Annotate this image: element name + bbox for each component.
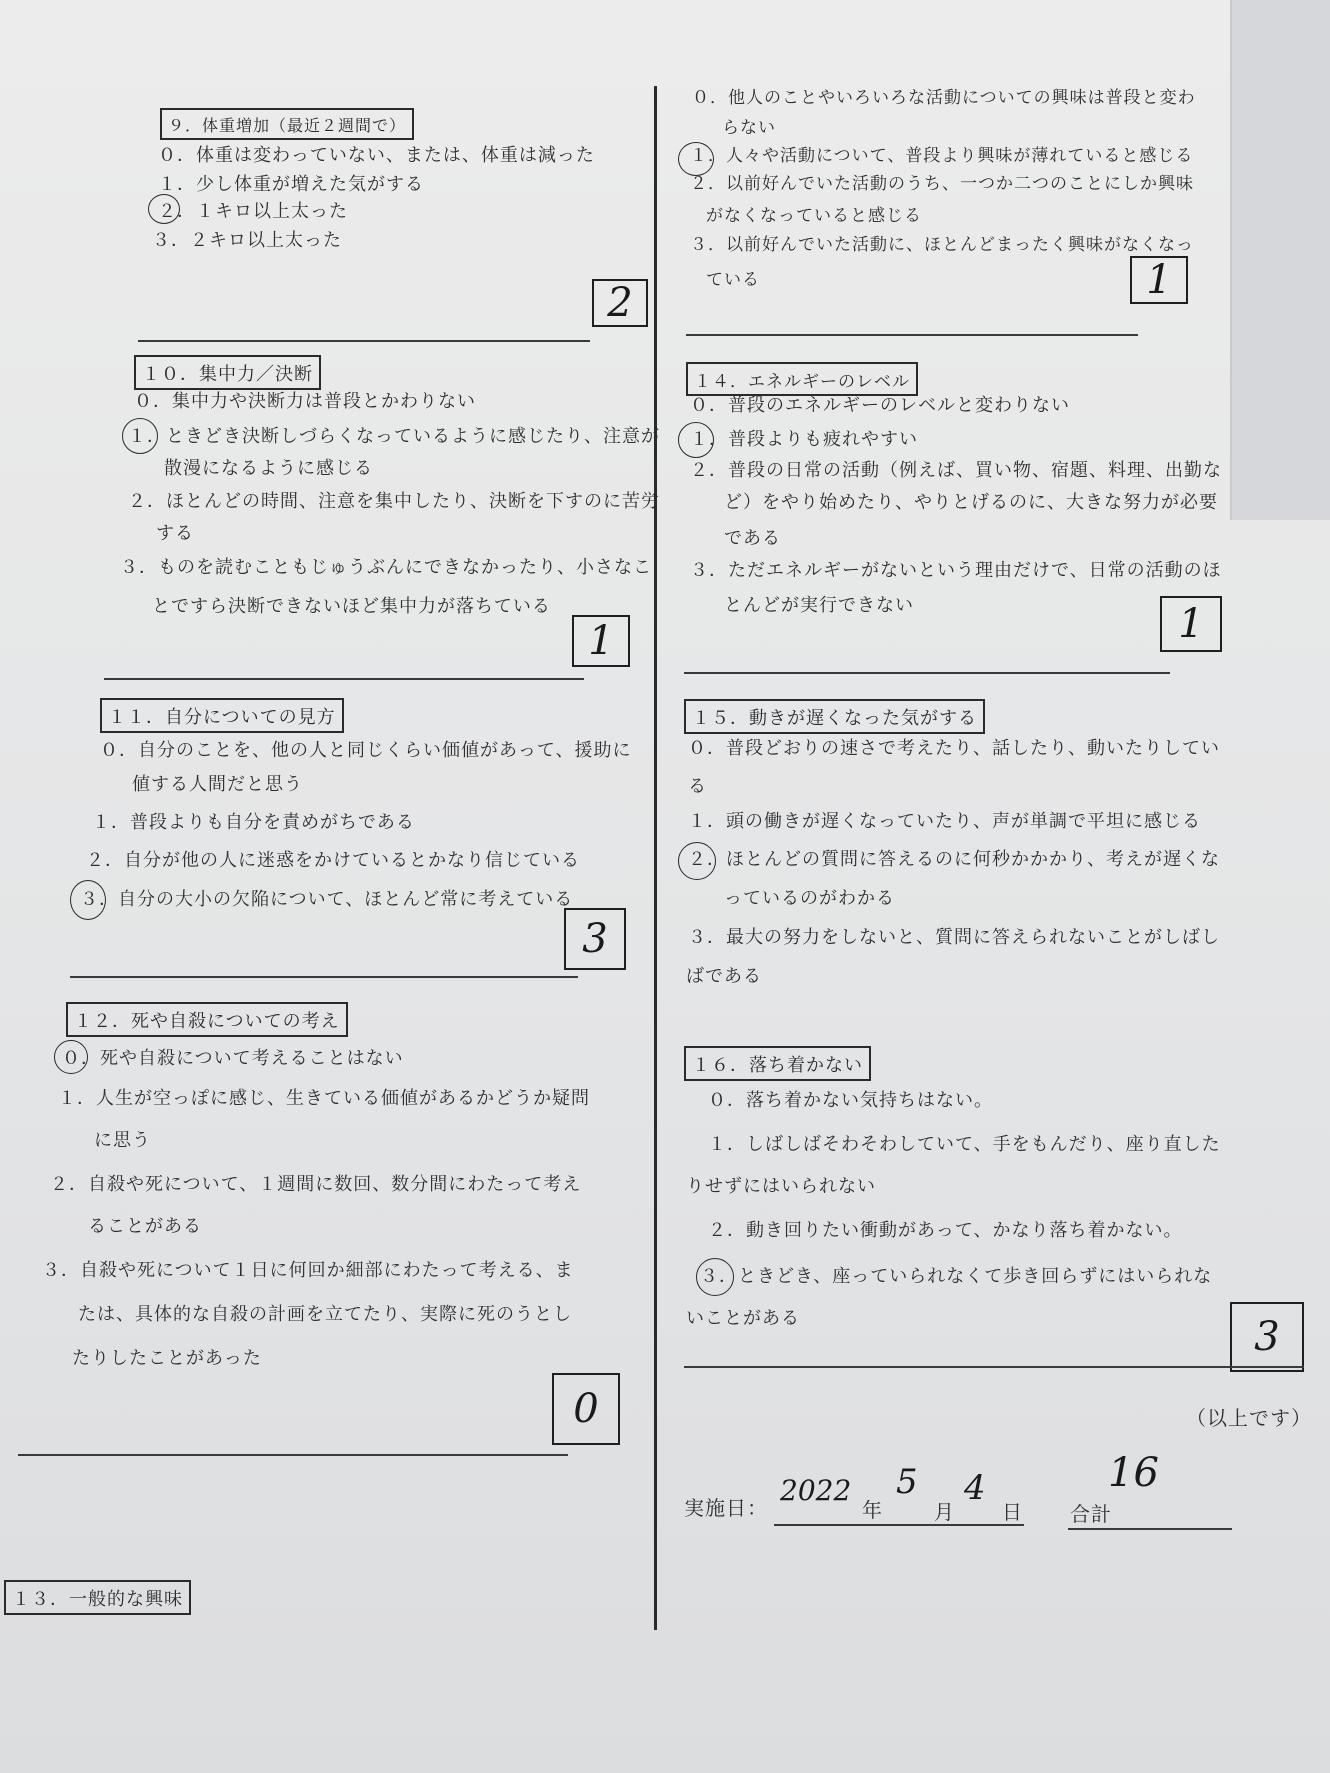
s13-line-0: ０．他人のことやいろいろな活動についての興味は普段と変わ — [692, 88, 1196, 108]
end-note: （以上です） — [1186, 1406, 1312, 1430]
s15-line-3: ２．ほとんどの質問に答えるのに何秒かかかり、考えが遅くな — [688, 849, 1220, 870]
s11-line-0: ０．自分のことを、他の人と同じくらい価値があって、援助に — [100, 740, 632, 761]
s9-separator — [138, 340, 590, 342]
date-month: 5 — [896, 1462, 918, 1502]
s12-line-2: に思う — [94, 1130, 151, 1151]
date-year-unit: 年 — [862, 1498, 883, 1522]
section-9-title: ９．体重増加（最近２週間で） — [160, 108, 414, 140]
s12-score-box: 0 — [552, 1373, 620, 1445]
s12-line-1: １．人生が空っぽに感じ、生きている価値があるかどうか疑問 — [58, 1088, 590, 1109]
s11-line-1: 値する人間だと思う — [132, 774, 303, 795]
date-day-unit: 日 — [1002, 1500, 1023, 1524]
s16-line-5: いことがある — [686, 1308, 800, 1329]
s9-option-1: １．少し体重が増えた気がする — [158, 174, 424, 195]
s12-line-7: たりしたことがあった — [72, 1348, 262, 1369]
section-13-title: １３．一般的な興味 — [4, 1580, 191, 1615]
date-year: 2022 — [780, 1474, 852, 1507]
s15-selected-circle — [678, 842, 716, 880]
s9-score-box: 2 — [592, 279, 648, 327]
s9-option-2: ２．１キロ以上太った — [158, 201, 348, 222]
s14-score-box: 1 — [1160, 596, 1222, 652]
s14-line-3: ど）をやり始めたり、やりとげるのに、大きな努力が必要 — [724, 492, 1218, 513]
s14-line-0: ０．普段のエネルギーのレベルと変わりない — [690, 395, 1070, 416]
s11-line-2: １．普段よりも自分を責めがちである — [92, 812, 415, 833]
s16-score-box: 3 — [1230, 1302, 1304, 1372]
s14-line-2: ２．普段の日常の活動（例えば、買い物、宿題、料理、出勤な — [690, 460, 1222, 481]
s10-line-3: ２．ほとんどの時間、注意を集中したり、決断を下すのに苦労 — [128, 491, 660, 512]
date-underline — [774, 1524, 1024, 1526]
s9-option-0: ０．体重は変わっていない、または、体重は減った — [158, 145, 595, 166]
s12-line-6: たは、具体的な自殺の計画を立てたり、実際に死のうとし — [78, 1304, 572, 1325]
s16-separator — [684, 1366, 1304, 1368]
s16-line-0: ０．落ち着かない気持ちはない。 — [708, 1090, 993, 1111]
s15-line-4: っているのがわかる — [724, 888, 895, 909]
date-day: 4 — [964, 1468, 986, 1508]
s16-line-2: りせずにはいられない — [686, 1176, 876, 1197]
s13-line-1: らない — [722, 118, 776, 138]
s13-line-4: がなくなっていると感じる — [706, 206, 922, 226]
s13-selected-circle — [678, 142, 714, 176]
s12-line-3: ２．自殺や死について、１週間に数回、数分間にわたって考え — [50, 1174, 582, 1195]
s16-line-4: ３．ときどき、座っていられなくて歩き回らずにはいられな — [700, 1266, 1213, 1287]
underlying-sheet — [1230, 0, 1330, 520]
s15-line-1: る — [688, 776, 707, 797]
s16-line-1: １．しばしばそわそわしていて、手をもんだり、座り直した — [708, 1134, 1221, 1155]
s10-line-4: する — [156, 523, 194, 544]
s10-selected-circle — [122, 418, 158, 454]
s10-line-1: １．ときどき決断しづらくなっているように感じたり、注意が — [128, 426, 660, 447]
s14-line-4: である — [724, 528, 781, 549]
section-15-title: １５．動きが遅くなった気がする — [684, 699, 985, 734]
s9-selected-circle — [148, 194, 180, 224]
s11-line-4: ３．自分の大小の欠陥について、ほとんど常に考えている — [80, 889, 574, 910]
s10-line-6: とですら決断できないほど集中力が落ちている — [152, 596, 551, 617]
s15-line-6: ばである — [686, 966, 762, 987]
total-underline — [1068, 1528, 1232, 1530]
s11-separator — [70, 976, 578, 978]
s10-line-5: ３．ものを読むこともじゅうぶんにできなかったり、小さなこ — [120, 557, 652, 578]
section-11-title: １１．自分についての見方 — [100, 698, 344, 733]
s14-line-5: ３．ただエネルギーがないという理由だけで、日常の活動のほ — [690, 560, 1222, 581]
s12-line-0: ０．死や自殺について考えることはない — [62, 1048, 404, 1069]
section-16-title: １６．落ち着かない — [684, 1046, 871, 1081]
s13-line-3: ２．以前好んでいた活動のうち、一つか二つのことにしか興味 — [690, 174, 1194, 194]
s12-line-4: ることがある — [88, 1216, 202, 1237]
s14-separator — [684, 672, 1170, 674]
s10-score-box: 1 — [572, 615, 630, 667]
s12-selected-circle — [54, 1040, 88, 1074]
s10-line-2: 散漫になるように感じる — [164, 458, 373, 479]
s12-line-5: ３．自殺や死について１日に何回か細部にわたって考える、ま — [42, 1260, 574, 1281]
s13-separator — [686, 334, 1138, 336]
s16-line-3: ２．動き回りたい衝動があって、かなり落ち着かない。 — [708, 1220, 1183, 1241]
s10-line-0: ０．集中力や決断力は普段とかわりない — [134, 391, 476, 412]
s10-separator — [104, 678, 584, 680]
s15-line-0: ０．普段どおりの速さで考えたり、話したり、動いたりしてい — [688, 738, 1220, 759]
date-label: 実施日： — [684, 1496, 768, 1520]
section-10-title: １０．集中力／決断 — [134, 355, 321, 390]
s13-line-2: １．人々や活動について、普段より興味が薄れていると感じる — [690, 146, 1194, 166]
s13-score-box: 1 — [1130, 256, 1188, 304]
s14-line-6: とんどが実行できない — [724, 595, 914, 616]
date-month-unit: 月 — [934, 1500, 955, 1524]
section-12-title: １２．死や自殺についての考え — [66, 1002, 348, 1037]
s13-line-5: ３．以前好んでいた活動に、ほとんどまったく興味がなくなっ — [690, 235, 1194, 255]
s15-line-5: ３．最大の努力をしないと、質問に答えられないことがしばし — [688, 927, 1220, 948]
total-value: 16 — [1108, 1450, 1159, 1496]
s15-line-2: １．頭の働きが遅くなっていたり、声が単調で平坦に感じる — [688, 811, 1201, 832]
s9-option-3: ３．２キロ以上太った — [152, 230, 342, 251]
s14-line-1: １．普段よりも疲れやすい — [690, 429, 918, 450]
s11-score-box: 3 — [564, 908, 626, 970]
s11-selected-circle — [70, 880, 106, 920]
s13-line-6: ている — [706, 270, 760, 290]
s16-selected-circle — [696, 1258, 734, 1296]
total-label: 合計 — [1070, 1502, 1112, 1526]
section-14-title: １４．エネルギーのレベル — [686, 362, 918, 396]
s12-separator — [18, 1454, 568, 1456]
s14-selected-circle — [678, 422, 714, 458]
s11-line-3: ２．自分が他の人に迷惑をかけているとかなり信じている — [86, 850, 580, 871]
column-divider — [654, 86, 657, 1630]
